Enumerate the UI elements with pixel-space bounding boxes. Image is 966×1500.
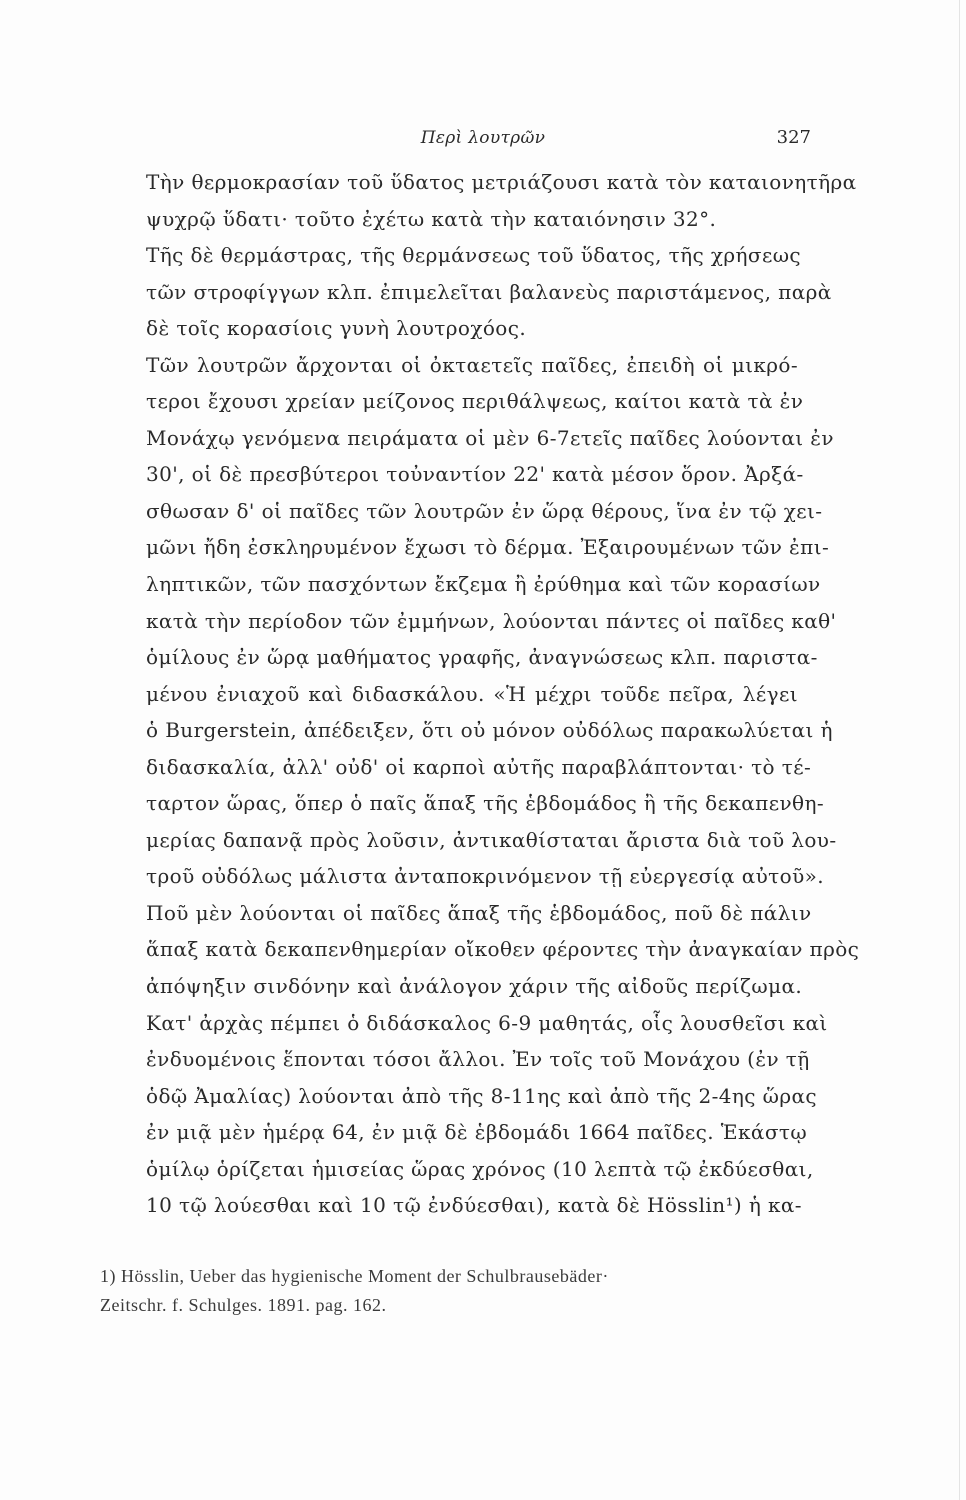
running-title: Περὶ λουτρῶν: [420, 128, 546, 148]
text-line: μερίας δαπανᾷ πρὸς λοῦσιν, ἀντικαθίσταται ἄριστα διὰ τοῦ λου-: [146, 827, 837, 852]
text-line: τῶν στροφίγγων κλπ. ἐπιμελεῖται βαλανεὺς παριστάμενος, παρὰ: [146, 279, 832, 304]
text-line: ὁδῷ Ἀμαλίας) λούονται ἀπὸ τῆς 8-11ης καὶ ἀπὸ τῆς 2-4ης ὥρας: [146, 1083, 818, 1108]
footnote-line: 1) Hösslin, Ueber das hygienische Moment der Schulbrausebäder·: [100, 1266, 609, 1286]
text-line: ὁμίλῳ ὁρίζεται ἡμισείας ὥρας χρόνος (10 λεπτὰ τῷ ἐκδύεσθαι,: [146, 1156, 814, 1181]
body-text: [146, 164, 860, 1224]
page-edge: [959, 0, 960, 1500]
text-line: διδασκαλία, ἀλλ' οὐδ' οἱ καρποὶ αὐτῆς παραβλάπτονται· τὸ τέ-: [146, 754, 812, 779]
text-line: ταρτον ὥρας, ὅπερ ὁ παῖς ἅπαξ τῆς ἑβδομάδος ἢ τῆς δεκαπενθη-: [146, 791, 825, 816]
page-header: [0, 124, 966, 154]
text-line: κατὰ τὴν περίοδον τῶν ἐμμήνων, λούονται πάντες οἱ παῖδες καθ': [146, 608, 837, 633]
text-line: ἀπόψηξιν σινδόνην καὶ ἀνάλογον χάριν τῆς αἰδοῦς περίζωμα.: [146, 974, 803, 999]
text-line: 10 τῷ λούεσθαι καὶ 10 τῷ ἐνδύεσθαι), κατὰ δὲ Hösslin¹) ἡ κα-: [146, 1193, 802, 1218]
footnote: [100, 1262, 820, 1320]
text-line: ἐνδυομένοις ἕπονται τόσοι ἄλλοι. Ἐν τοῖς τοῦ Μονάχου (ἐν τῇ: [146, 1047, 810, 1072]
text-line: μῶνι ἤδη ἐσκληρυμένον ἔχωσι τὸ δέρμα. Ἐξαιρουμένων τῶν ἐπι-: [146, 535, 830, 560]
text-line: 30', οἱ δὲ πρεσβύτεροι τοὐναντίον 22' κατὰ μέσον ὅρον. Ἀρξά-: [146, 462, 804, 487]
text-line: ἐν μιᾷ μὲν ἡμέρᾳ 64, ἐν μιᾷ δὲ ἑβδομάδι 1664 παῖδες. Ἑκάστῳ: [146, 1120, 808, 1145]
text-line: τροῦ οὐδόλως μάλιστα ἀνταποκρινόμενον τῇ εὐεργεσίᾳ αὐτοῦ».: [146, 864, 825, 889]
text-line: Τὴν θερμοκρασίαν τοῦ ὕδατος μετριάζουσι κατὰ τὸν καταιονητῆρα: [146, 170, 857, 194]
page-number: 327: [776, 127, 811, 148]
text-line: Τῶν λουτρῶν ἄρχονται οἱ ὀκταετεῖς παῖδες, ἐπειδὴ οἱ μικρό-: [146, 352, 798, 377]
text-line: ὁμίλους ἐν ὥρᾳ μαθήματος γραφῆς, ἀναγνώσεως κλπ. παριστα-: [146, 645, 818, 670]
text-line: δὲ τοῖς κορασίοις γυνὴ λουτροχόος.: [146, 316, 527, 341]
text-line: ψυχρῷ ὕδατι· τοῦτο ἐχέτω κατὰ τὴν καταιόνησιν 32°.: [146, 206, 717, 231]
text-line: ὁ Burgerstein, ἀπέδειξεν, ὅτι οὐ μόνον οὐδόλως παρακωλύεται ἡ: [146, 718, 833, 743]
footnote-line: Zeitschr. f. Schulges. 1891. pag. 162.: [100, 1295, 387, 1315]
text-line: ἅπαξ κατὰ δεκαπενθημερίαν οἴκοθεν φέροντες τὴν ἀναγκαίαν πρὸς: [146, 937, 860, 962]
text-line: Κατ' ἀρχὰς πέμπει ὁ διδάσκαλος 6-9 μαθητάς, οἷς λουσθεῖσι καὶ: [146, 1010, 828, 1035]
text-line: Τῆς δὲ θερμάστρας, τῆς θερμάνσεως τοῦ ὕδατος, τῆς χρήσεως: [146, 243, 802, 268]
text-line: σθωσαν δ' οἱ παῖδες τῶν λουτρῶν ἐν ὥρᾳ θέρους, ἵνα ἐν τῷ χει-: [146, 498, 823, 523]
text-line: τεροι ἔχουσι χρείαν μείζονος περιθάλψεως, καίτοι κατὰ τὰ ἐν: [146, 389, 804, 414]
text-line: ληπτικῶν, τῶν πασχόντων ἔκζεμα ἢ ἐρύθημα καὶ τῶν κορασίων: [146, 572, 821, 597]
text-line: μένου ἐνιαχοῦ καὶ διδασκάλου. «Ἡ μέχρι τοῦδε πεῖρα, λέγει: [146, 681, 798, 706]
text-line: Μονάχῳ γενόμενα πειράματα οἱ μὲν 6-7ετεῖς παῖδες λούονται ἐν: [146, 425, 834, 450]
text-line: Ποῦ μὲν λούονται οἱ παῖδες ἅπαξ τῆς ἑβδομάδος, ποῦ δὲ πάλιν: [146, 900, 812, 925]
